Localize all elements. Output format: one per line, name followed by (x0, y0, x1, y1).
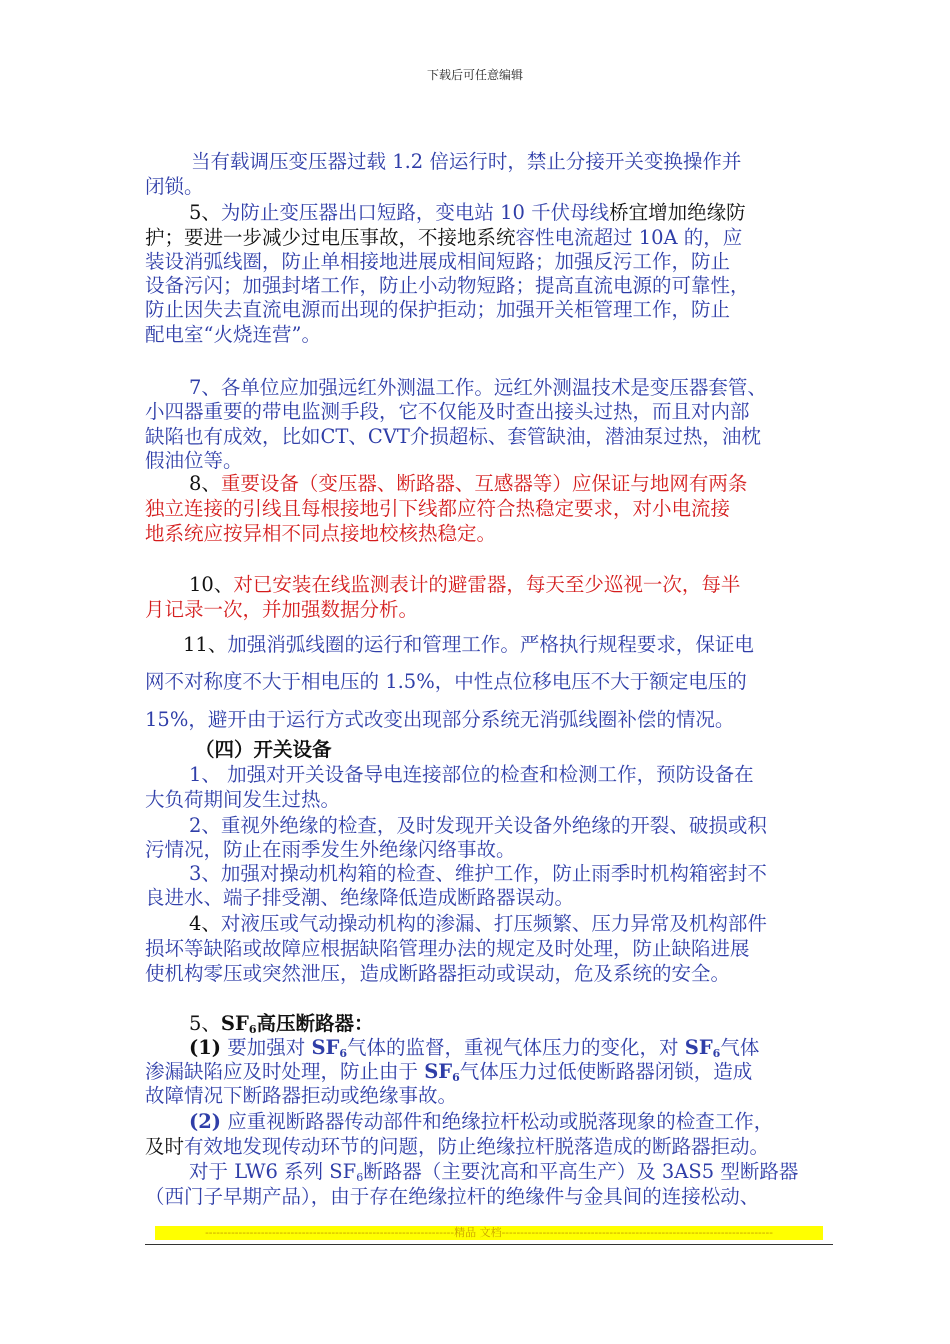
paragraph-line: 地系统应按异相不同点接地校核热稳定。 (145, 522, 497, 545)
paragraph-line: 渗漏缺陷应及时处理，防止由于 $SF_6$气体压力过低使断路器闭锁，造成 (145, 1060, 753, 1084)
paragraph-line: 防止因失去直流电源而出现的保护拒动；加强开关柜管理工作，防止 (145, 298, 731, 321)
paragraph-line: 10、对已安装在线监测表计的避雷器，每天至少巡视一次，每半 (189, 573, 741, 596)
paragraph-line: 设备污闪；加强封堵工作，防止小动物短路；提高直流电源的可靠性， (145, 274, 750, 297)
paragraph-line: 独立连接的引线且每根接地引下线都应符合热稳定要求，对小电流接 (145, 497, 731, 520)
paragraph-line: 及时有效地发现传动环节的问题，防止绝缘拉杆脱落造成的断路器拒动。 (145, 1135, 770, 1158)
paragraph-line: 网不对称度不大于相电压的 1.5%，中性点位移电压不大于额定电压的 (145, 670, 747, 693)
paragraph-line: 15%，避开由于运行方式改变出现部分系统无消弧线圈补偿的情况。 (145, 708, 735, 731)
paragraph-line: 配电室“火烧连营”。 (145, 323, 321, 346)
footer-banner: -------------------------------------------------------------------精品 文档------------------------------------------------------------------------- (155, 1226, 823, 1240)
page-header: 下载后可任意编辑 (426, 68, 523, 82)
paragraph-line: 缺陷也有成效，比如CT、CVT介损超标、套管缺油，潜油泵过热，油枕 (145, 425, 761, 448)
paragraph-line: 小四器重要的带电监测手段，它不仅能及时查出接头过热，而且对内部 (145, 400, 750, 423)
paragraph-line: 3、加强对操动机构箱的检查、维护工作，防止雨季时机构箱密封不 (189, 862, 767, 885)
paragraph-line: 闭锁。 (145, 175, 204, 198)
subsection-heading: 5、$SF_6$高压断路器： (189, 1012, 374, 1036)
paragraph-line: (2) 应重视断路器传动部件和绝缘拉杆松动或脱落现象的检查工作， (189, 1110, 774, 1133)
paragraph-line: 护；要进一步减少过电压事故，不接地系统容性电流超过 10A 的，应 (145, 226, 743, 249)
paragraph-line: 2、重视外绝缘的检查，及时发现开关设备外绝缘的开裂、破损或积 (189, 814, 767, 837)
paragraph-line: 装设消弧线圈，防止单相接地进展成相间短路；加强反污工作，防止 (145, 250, 731, 273)
footer-divider (145, 1244, 833, 1245)
paragraph-line: 当有载调压变压器过载 1.2 倍运行时，禁止分接开关变换操作并 (191, 150, 742, 173)
paragraph-line: 8、重要设备（变压器、断路器、互感器等）应保证与地网有两条 (189, 472, 748, 495)
paragraph-line: 1、 加强对开关设备导电连接部位的检查和检测工作，预防设备在 (189, 763, 754, 786)
paragraph-line: 5、为防止变压器出口短路，变电站 10 千伏母线桥宜增加绝缘防 (189, 201, 746, 224)
paragraph-line: （西门子早期产品），由于存在绝缘拉杆的绝缘件与金具间的连接松动、 (145, 1185, 760, 1208)
paragraph-line: 假油位等。 (145, 449, 243, 472)
section-heading: （四）开关设备 (195, 738, 332, 761)
paragraph-line: 污情况，防止在雨季发生外绝缘闪络事故。 (145, 838, 516, 861)
paragraph-line: 11、加强消弧线圈的运行和管理工作。严格执行规程要求，保证电 (183, 633, 754, 656)
paragraph-line: 月记录一次，并加强数据分析。 (145, 598, 419, 621)
paragraph-line: 大负荷期间发生过热。 (145, 788, 341, 811)
paragraph-line: 损坏等缺陷或故障应根据缺陷管理办法的规定及时处理，防止缺陷进展 (145, 937, 750, 960)
paragraph-line: 4、对液压或气动操动机构的渗漏、打压频繁、压力异常及机构部件 (189, 912, 767, 935)
paragraph-line: 良进水、端子排受潮、绝缘降低造成断路器误动。 (145, 886, 575, 909)
paragraph-line: 7、各单位应加强远红外测温工作。远红外测温技术是变压器套管、 (189, 376, 767, 399)
paragraph-line: (1) 要加强对 $SF_6$气体的监督，重视气体压力的变化，对 $SF_6$气体 (189, 1036, 760, 1060)
paragraph-line: 对于 LW6 系列 $SF_6$断路器（主要沈高和平高生产）及 3AS5 型断路器 (189, 1160, 799, 1184)
paragraph-line: 故障情况下断路器拒动或绝缘事故。 (145, 1084, 458, 1107)
paragraph-line: 使机构零压或突然泄压，造成断路器拒动或误动，危及系统的安全。 (145, 962, 731, 985)
